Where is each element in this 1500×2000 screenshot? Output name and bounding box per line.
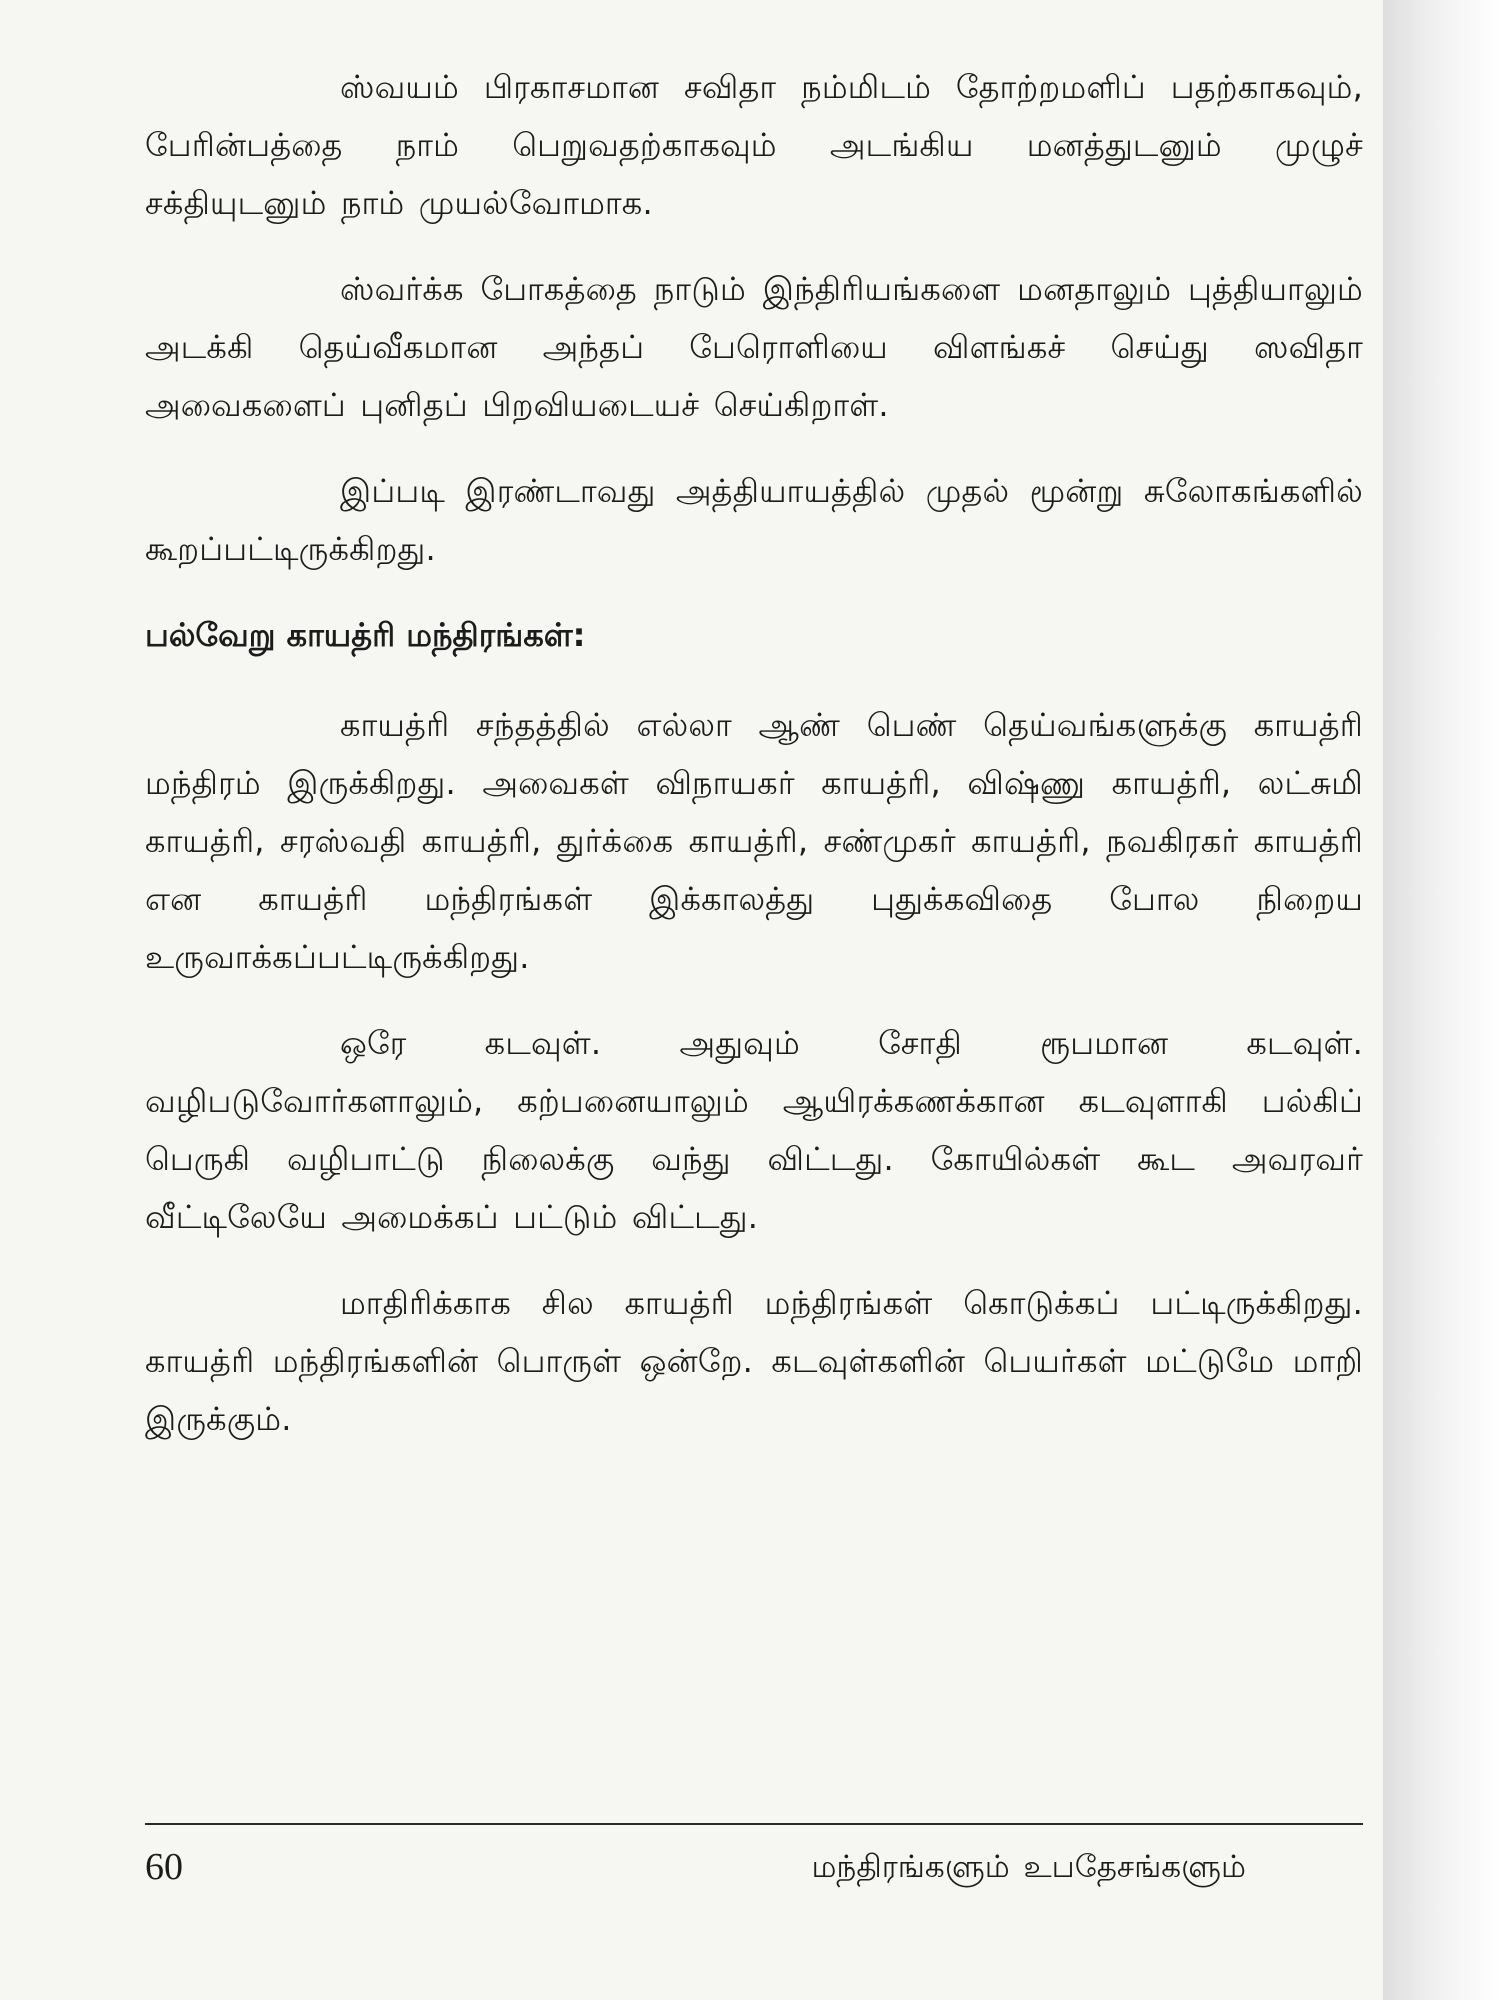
paragraph-2: ஸ்வர்க்க போகத்தை நாடும் இந்திரியங்களை மனதாலும் புத்தியாலும் அடக்கி தெய்வீகமான அந்தப் பேரொளியை விளங்கச் செய்து ஸவிதா அவைகளைப் புனிதப் பிறவியடையச் செய்கிறாள். bbox=[145, 270, 1363, 424]
footer-divider bbox=[145, 1823, 1363, 1825]
paragraph-1: ஸ்வயம் பிரகாசமான சவிதா நம்மிடம் தோற்றமளிப் பதற்காகவும், பேரின்பத்தை நாம் பெறுவதற்காகவும் அடங்கிய மனத்துடனும் முழுச் சக்தியுடனும் நாம் முயல்வோமாக. bbox=[145, 68, 1363, 222]
paragraph-5: ஒரே கடவுள். அதுவும் சோதி ரூபமான கடவுள். வழிபடுவோர்களாலும், கற்பனையாலும் ஆயிரக்கணக்கான கடவுளாகி பல்கிப் பெருகி வழிபாட்டு நிலைக்கு வந்து விட்டது. கோயில்கள் கூட அவரவர் வீட்டிலேயே அமைக்கப் பட்டும் விட்டது. bbox=[145, 1024, 1363, 1236]
paragraph-6: மாதிரிக்காக சில காயத்ரி மந்திரங்கள் கொடுக்கப் பட்டிருக்கிறது. காயத்ரி மந்திரங்களின் பொருள் ஒன்றே. கடவுள்களின் பெயர்கள் மட்டுமே மாறி இருக்கும். bbox=[145, 1284, 1363, 1438]
running-title: மந்திரங்களும் உபதேசங்களும் bbox=[811, 1849, 1246, 1885]
section-heading: பல்வேறு காயத்ரி மந்திரங்கள்: bbox=[145, 616, 586, 654]
page-edge-shadow bbox=[1383, 0, 1500, 2000]
page-number: 60 bbox=[145, 1846, 183, 1888]
page-body bbox=[145, 58, 1363, 1476]
paragraph-3: இப்படி இரண்டாவது அத்தியாயத்தில் முதல் மூன்று சுலோகங்களில் கூறப்பட்டிருக்கிறது. bbox=[145, 472, 1363, 568]
paragraph-4: காயத்ரி சந்தத்தில் எல்லா ஆண் பெண் தெய்வங்களுக்கு காயத்ரி மந்திரம் இருக்கிறது. அவைகள் விநாயகர் காயத்ரி, விஷ்ணு காயத்ரி, லட்சுமி காயத்ரி, சரஸ்வதி காயத்ரி, துர்க்கை காயத்ரி, சண்முகர் காயத்ரி, நவகிரகர் காயத்ரி என காயத்ரி மந்திரங்கள் இக்காலத்து புதுக்கவிதை போல நிறைய உருவாக்கப்பட்டிருக்கிறது. bbox=[145, 706, 1363, 976]
